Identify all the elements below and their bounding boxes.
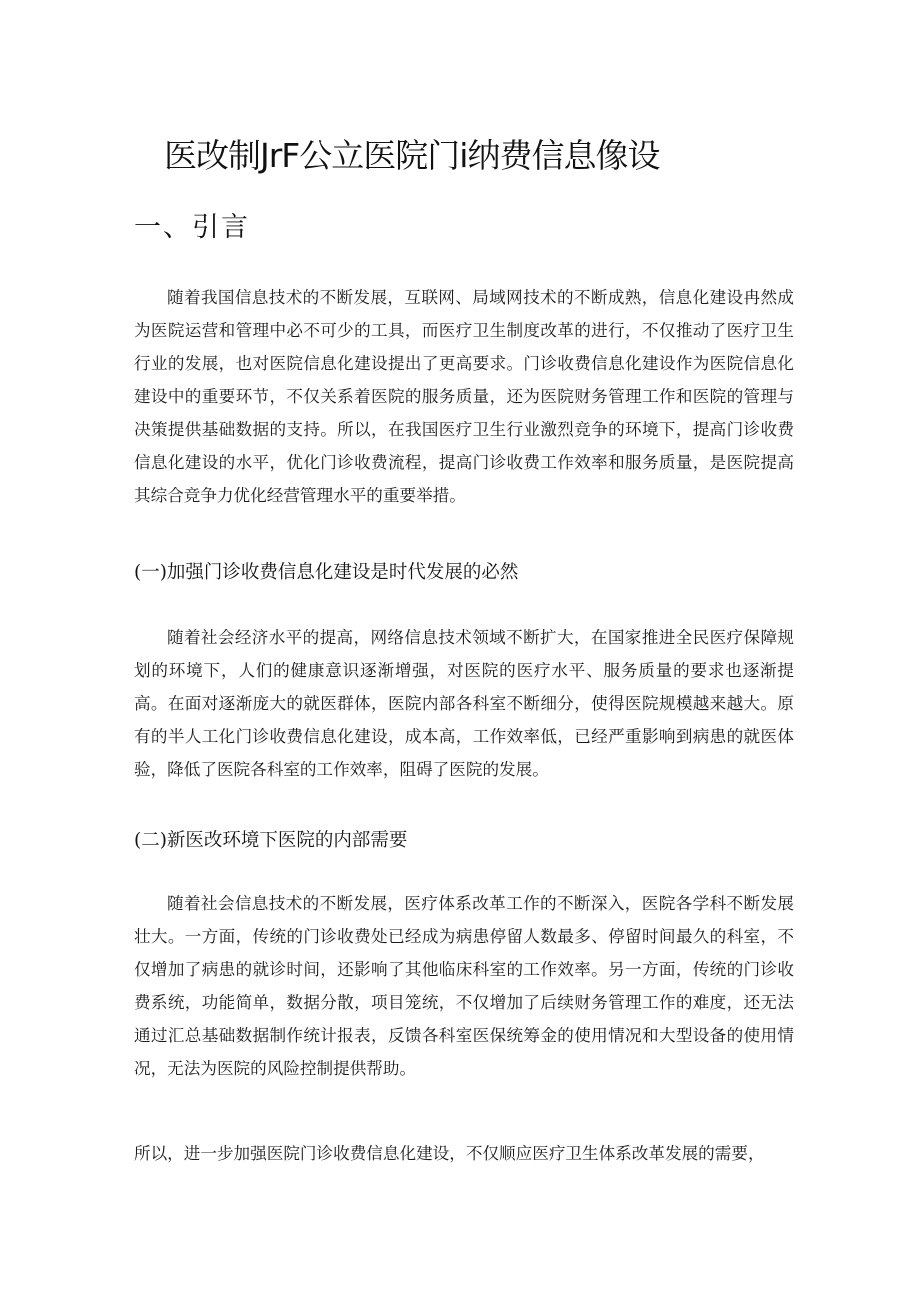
subheading-era-development: (一)加强门诊收费信息化建设是时代发展的必然 [134, 562, 519, 583]
paragraph-introduction: 随着我国信息技术的不断发展，互联网、局域网技术的不断成熟，信息化建设冉然成为医院运营和管理中必不可少的工具，而医疗卫生制度改革的进行，不仅推动了医疗卫生行业的发展，也对医院信息化建设提出了更高要求。门诊收费信息化建设作为医院信息化建设中的重要环节，不仅关系着医院的服务质量，还为医院财务管理工作和医院的管理与决策提供基础数据的支持。所以，在我国医疗卫生行业激烈竞争的环境下，提高门诊收费信息化建设的水平，优化门诊收费流程，提高门诊收费工作效率和服务质量，是医院提高其综合竞争力优化经营管理水平的重要举措。 [134, 288, 794, 505]
paragraph-era-development: 随着社会经济水平的提高，网络信息技术领域不断扩大，在国家推进全民医疗保障规划的环境下，人们的健康意识逐渐增强，对医院的医疗水平、服务质量的要求也逐渐提高。在面对逐渐庞大的就医群体，医院内部各科室不断细分，使得医院规模越来越大。原有的半人工化门诊收费信息化建设，成本高，工作效率低，已经严重影响到病患的就医体验，降低了医院各科室的工作效率，阻碍了医院的发展。 [134, 628, 794, 779]
paragraph-conclusion: 所以，进一步加强医院门诊收费信息化建设，不仅顺应医疗卫生体系改革发展的需要， [134, 1144, 765, 1163]
paragraph-internal-needs: 随着社会信息技术的不断发展，医疗体系改革工作的不断深入，医院各学科不断发展壮大。一方面，传统的门诊收费处已经成为病患停留人数最多、停留时间最久的科室，不仅增加了病患的就诊时间，还影响了其他临床科室的工作效率。另一方面，传统的门诊收费系统，功能简单，数据分散，项目笼统，不仅增加了后续财务管理工作的难度，还无法通过汇总基础数据制作统计报表，反馈各科室医保统筹金的使用情况和大型设备的使用情况，无法为医院的风险控制提供帮助。 [134, 894, 794, 1078]
section-heading-introduction: 一、引言 [134, 212, 250, 243]
document-title: 医改制JrF公立医院门i纳费信息像设 [164, 136, 660, 175]
subheading-internal-needs: (二)新医改环境下医院的内部需要 [134, 830, 408, 851]
